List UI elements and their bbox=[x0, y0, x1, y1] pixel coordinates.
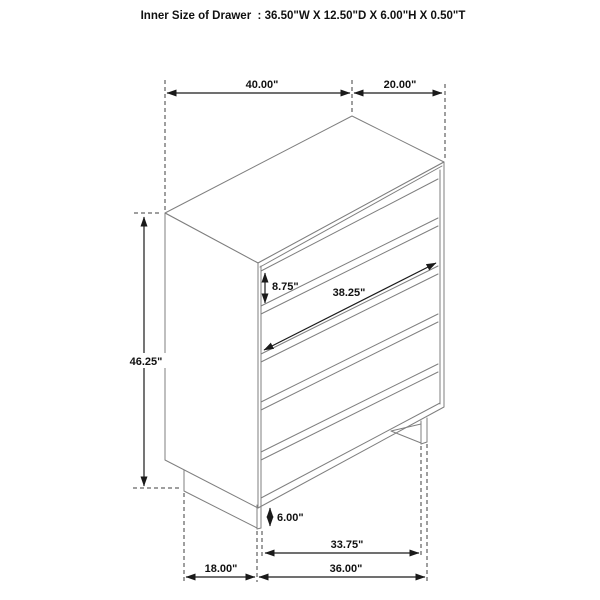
dim-base-width bbox=[259, 563, 425, 577]
dim-label-top-depth: 20.00" bbox=[383, 79, 417, 91]
dim-overall-height bbox=[125, 217, 166, 486]
dim-label-drawer-width: 38.25" bbox=[332, 287, 366, 299]
dim-label-leg-height: 6.00" bbox=[277, 512, 304, 524]
dim-top-width bbox=[167, 79, 350, 93]
drawing-title: Inner Size of Drawer : 36.50"W X 12.50"D X 6.00"H X 0.50"T bbox=[140, 10, 466, 22]
dim-inner-width bbox=[265, 539, 419, 553]
dim-label-base-width: 36.00" bbox=[329, 563, 363, 575]
dim-label-inner-width: 33.75" bbox=[330, 539, 364, 551]
right-base-rail-line bbox=[391, 431, 421, 443]
dim-label-overall-height: 46.25" bbox=[129, 356, 163, 368]
dim-label-top-width: 40.00" bbox=[245, 79, 279, 91]
front-left-leg-bottom bbox=[257, 528, 261, 529]
chest-line-drawing bbox=[165, 116, 444, 529]
front-right-leg-bottom bbox=[421, 442, 427, 444]
dim-base-depth bbox=[186, 563, 255, 577]
dim-label-drawer-height: 8.75" bbox=[272, 281, 299, 293]
chest-side-panel bbox=[165, 213, 258, 508]
dim-label-base-depth: 18.00" bbox=[204, 563, 238, 575]
dim-leg-height bbox=[270, 508, 304, 526]
dim-top-depth bbox=[354, 79, 442, 93]
